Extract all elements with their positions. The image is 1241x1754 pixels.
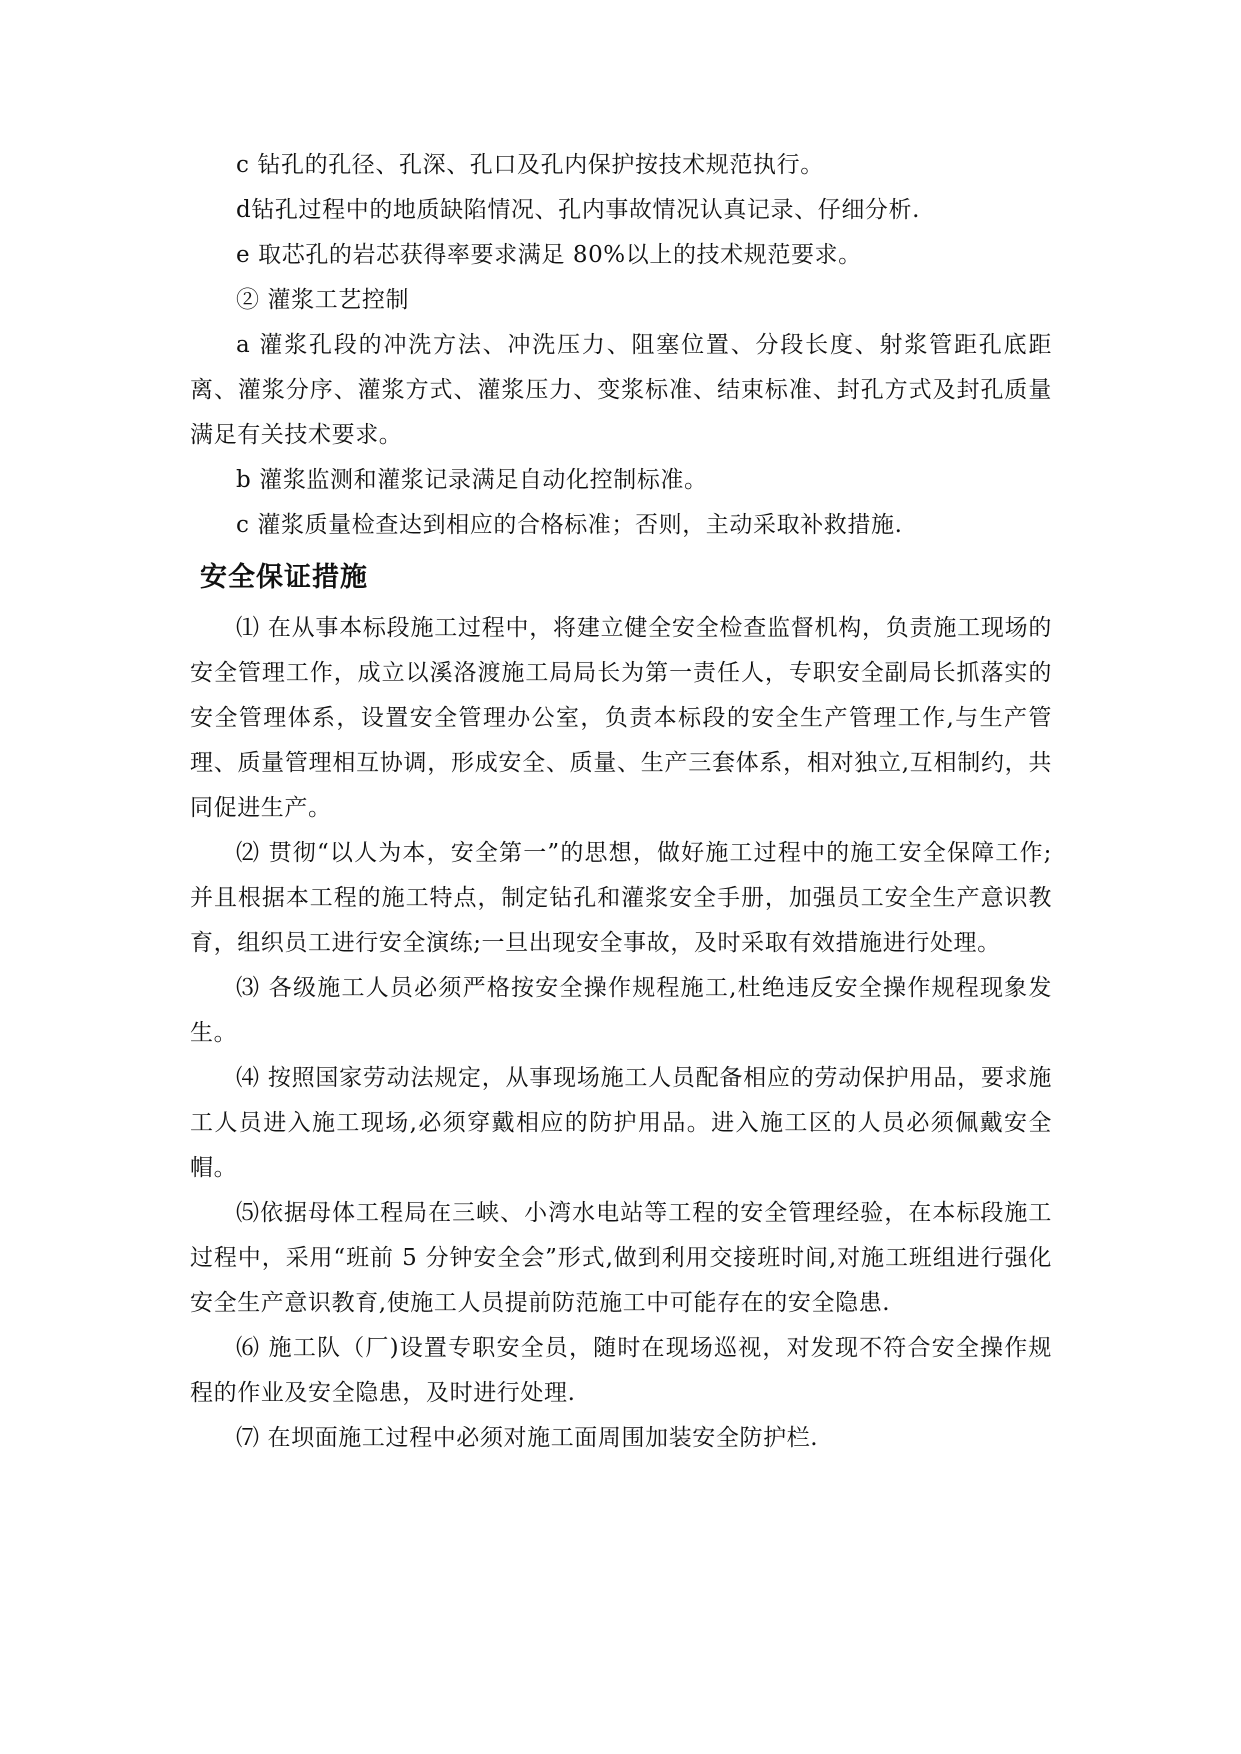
paragraph-safety-2: ⑵ 贯彻“以人为本，安全第一”的思想，做好施工过程中的施工安全保障工作;并且根据本工程的施工特点，制定钻孔和灌浆安全手册，加强员工安全生产意识教育，组织员工进行安全演练;一旦出现安全事故，及时采取有效措施进行处理。	[190, 840, 1052, 956]
paragraph-safety-5: ⑸依据母体工程局在三峡、小湾水电站等工程的安全管理经验，在本标段施工过程中，采用“班前 5 分钟安全会”形式,做到利用交接班时间,对施工班组进行强化安全生产意识教育,使施工人员提前防范施工中可能存在的安全隐患.	[190, 1200, 1052, 1316]
paragraph-safety-7: ⑺ 在坝面施工过程中必须对施工面周围加装安全防护栏.	[236, 1425, 819, 1451]
section-title-safety: 安全保证措施	[200, 562, 368, 593]
paragraph-safety-4: ⑷ 按照国家劳动法规定，从事现场施工人员配备相应的劳动保护用品，要求施工人员进入施工现场,必须穿戴相应的防护用品。进入施工区的人员必须佩戴安全帽。	[190, 1065, 1052, 1181]
paragraph-safety-3: ⑶ 各级施工人员必须严格按安全操作规程施工,杜绝违反安全操作规程现象发生。	[190, 975, 1052, 1046]
paragraph-drilling-c: c 钻孔的孔径、孔深、孔口及孔内保护按技术规范执行。	[236, 152, 824, 178]
paragraph-safety-6: ⑹ 施工队（厂)设置专职安全员，随时在现场巡视，对发现不符合安全操作规程的作业及安全隐患，及时进行处理.	[190, 1335, 1052, 1406]
document-body	[190, 143, 1052, 1461]
subheading-grouting-control: ② 灌浆工艺控制	[236, 287, 410, 313]
paragraph-safety-1: ⑴ 在从事本标段施工过程中，将建立健全安全检查监督机构，负责施工现场的安全管理工作，成立以溪洛渡施工局局长为第一责任人，专职安全副局长抓落实的安全管理体系，设置安全管理办公室，负责本标段的安全生产管理工作,与生产管理、质量管理相互协调，形成安全、质量、生产三套体系，相对独立,互相制约，共同促进生产。	[190, 615, 1052, 821]
paragraph-grouting-b: b 灌浆监测和灌浆记录满足自动化控制标准。	[236, 467, 708, 493]
paragraph-drilling-d: d钻孔过程中的地质缺陷情况、孔内事故情况认真记录、仔细分析.	[236, 197, 921, 223]
paragraph-grouting-c: c 灌浆质量检查达到相应的合格标准；否则，主动采取补救措施.	[236, 512, 903, 538]
paragraph-grouting-a: a 灌浆孔段的冲洗方法、冲洗压力、阻塞位置、分段长度、射浆管距孔底距离、灌浆分序、灌浆方式、灌浆压力、变浆标准、结束标准、封孔方式及封孔质量满足有关技术要求。	[190, 332, 1052, 448]
paragraph-drilling-e: e 取芯孔的岩芯获得率要求满足 80%以上的技术规范要求。	[236, 242, 862, 268]
